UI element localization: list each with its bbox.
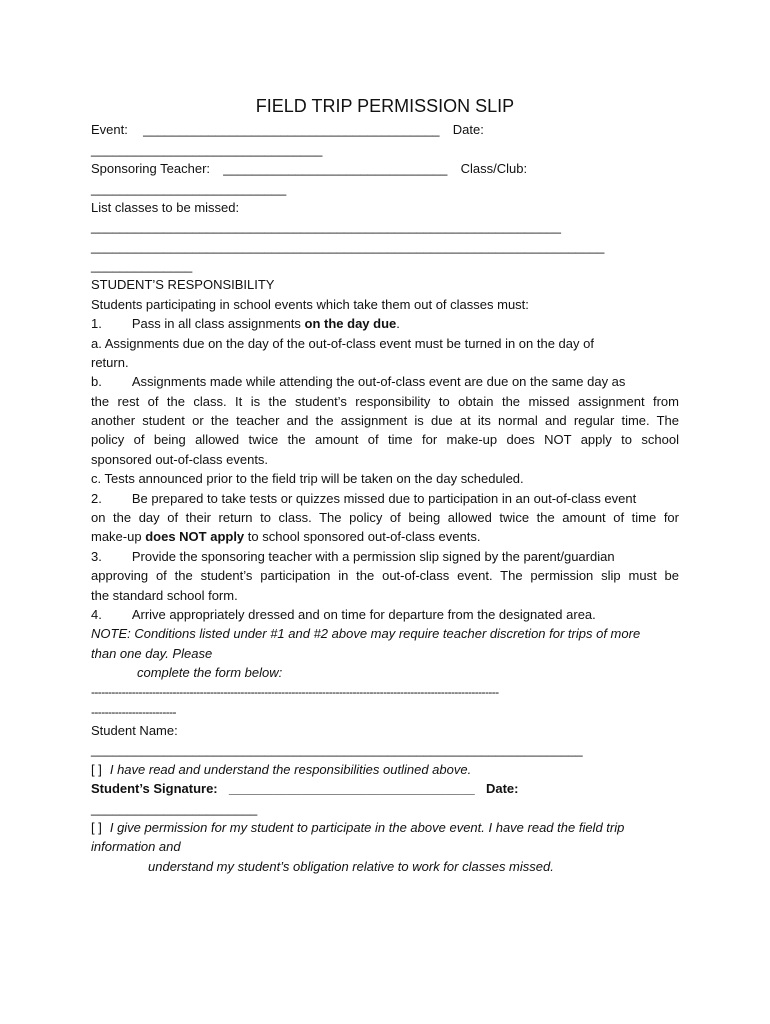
- item-1-text: Pass in all class assignments: [131, 316, 305, 331]
- item-b-number: b.: [91, 374, 102, 389]
- item-2-line-3: [91, 529, 480, 545]
- classes-missed-label: List classes to be missed:: [91, 200, 240, 215]
- item-2-text: Be prepared to take tests or quizzes missed due to participation in an out-of-class event: [131, 491, 637, 506]
- page-title: FIELD TRIP PERMISSION SLIP: [255, 96, 515, 116]
- item-2-emphasis: does NOT apply: [145, 529, 245, 544]
- item-2-text-a: make-up: [91, 529, 146, 544]
- permission-text-line-3: understand my student’s obligation relative to work for classes missed.: [148, 859, 554, 874]
- cut-line-continued: -------------------------: [91, 705, 176, 719]
- classes-missed-field-3[interactable]: ______________: [91, 258, 193, 273]
- item-2-text-b: to school sponsored out-of-class events.: [244, 529, 481, 544]
- signature-field[interactable]: __________________________________: [228, 781, 475, 796]
- permission-text-line-2: information and: [91, 839, 181, 854]
- acknowledge-text: I have read and understand the responsibilities outlined above.: [109, 762, 472, 777]
- cut-line: ------------------------------------------------------------------------------------------------------------------------: [91, 685, 499, 699]
- item-b-line-4: policy of being allowed twice the amount of time for make-up does NOT apply to school: [91, 432, 679, 447]
- item-3-line-3: the standard school form.: [91, 588, 238, 603]
- note-line-1: NOTE: Conditions listed under #1 and #2 above may require teacher discretion for trips of more: [91, 626, 641, 641]
- permission-row: [91, 820, 624, 836]
- note-line-2: than one day. Please: [91, 646, 213, 661]
- item-3-number: 3.: [91, 549, 102, 564]
- item-b-text: Assignments made while attending the out-of-class event are due on the same day as: [131, 374, 626, 389]
- student-name-field[interactable]: ____________________________________________________________________: [91, 742, 583, 757]
- date-label: Date:: [452, 122, 484, 137]
- item-4: [91, 607, 596, 623]
- acknowledge-row: [91, 762, 471, 778]
- signature-row: [91, 781, 518, 797]
- date-field[interactable]: ________________________________: [91, 142, 323, 157]
- teacher-field[interactable]: _______________________________: [223, 161, 448, 176]
- class-field[interactable]: ___________________________: [91, 181, 287, 196]
- item-b-line-2: the rest of the class. It is the student’s responsibility to obtain the missed assignment from: [91, 394, 679, 409]
- responsibility-heading: STUDENT’S RESPONSIBILITY: [91, 277, 275, 292]
- item-b-line-3: another student or the teacher and the assignment is due at its normal and regular time. The: [91, 413, 679, 428]
- signature-date-field[interactable]: _______________________: [91, 801, 258, 816]
- item-1-number: 1.: [91, 316, 102, 331]
- event-row: [91, 122, 484, 138]
- item-3-line-1: [91, 549, 615, 565]
- item-2-line-1: [91, 491, 636, 507]
- permission-checkbox[interactable]: [ ]: [91, 820, 102, 835]
- item-1: [91, 316, 400, 332]
- teacher-row: [91, 161, 527, 177]
- item-c: c. Tests announced prior to the field trip will be taken on the day scheduled.: [91, 471, 524, 486]
- item-3-text: Provide the sponsoring teacher with a permission slip signed by the parent/guardian: [131, 549, 615, 564]
- event-field[interactable]: _________________________________________: [143, 122, 440, 137]
- signature-label: Student’s Signature:: [91, 781, 218, 796]
- responsibility-intro: Students participating in school events which take them out of classes must:: [91, 297, 529, 312]
- item-a: a. Assignments due on the day of the out-of-class event must be turned in on the day of: [91, 336, 594, 351]
- item-b-line-5: sponsored out-of-class events.: [91, 452, 269, 467]
- classes-missed-field-1[interactable]: _________________________________________________________________: [91, 219, 561, 234]
- item-b-line-1: [91, 374, 625, 390]
- event-label: Event:: [91, 122, 128, 137]
- teacher-label: Sponsoring Teacher:: [91, 161, 211, 176]
- classes-missed-field-2[interactable]: _______________________________________________________________________: [91, 239, 605, 254]
- item-a-continued: return.: [91, 355, 129, 370]
- item-2-line-2: on the day of their return to class. The policy of being allowed twice the amount of time for: [91, 510, 679, 525]
- note-line-3: complete the form below:: [137, 665, 283, 680]
- item-4-text: Arrive appropriately dressed and on time for departure from the designated area.: [131, 607, 596, 622]
- item-1-period: .: [396, 316, 400, 331]
- student-name-label: Student Name:: [91, 723, 178, 738]
- permission-text: I give permission for my student to participate in the above event. I have read the field trip: [109, 820, 625, 835]
- class-label: Class/Club:: [460, 161, 528, 176]
- item-3-line-2: approving of the student’s participation in the out-of-class event. The permission slip must be: [91, 568, 679, 583]
- signature-date-label: Date:: [485, 781, 519, 796]
- item-1-emphasis: on the day due: [304, 316, 397, 331]
- acknowledge-checkbox[interactable]: [ ]: [91, 762, 102, 777]
- item-2-number: 2.: [91, 491, 102, 506]
- item-4-number: 4.: [91, 607, 102, 622]
